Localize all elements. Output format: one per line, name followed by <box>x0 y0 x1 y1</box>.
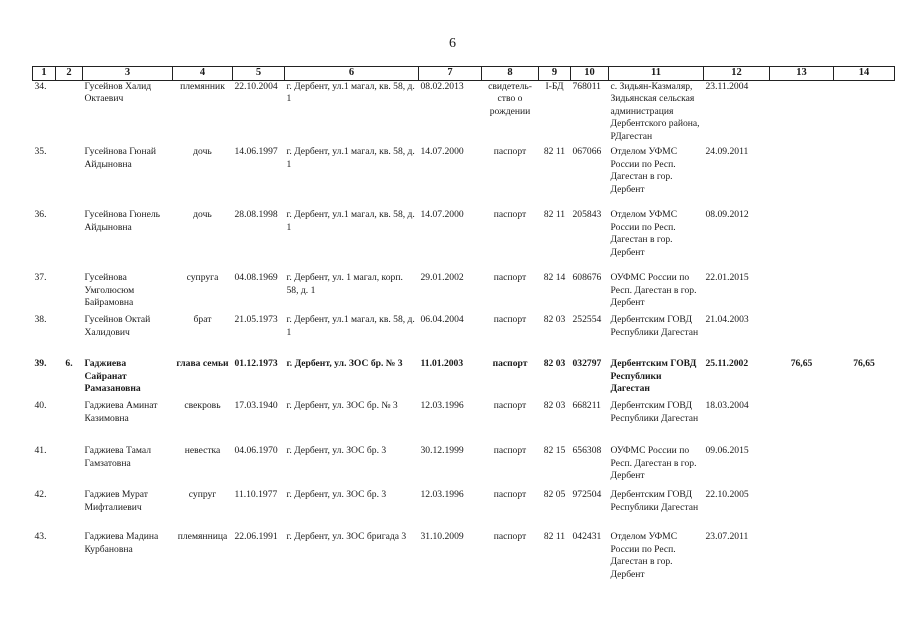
row-number: 36. <box>34 209 47 221</box>
document-type: паспорт <box>492 358 528 370</box>
table-row <box>33 272 895 314</box>
table-body <box>33 80 895 581</box>
relation: невестка <box>184 445 221 457</box>
relation: глава семьи <box>176 358 229 370</box>
birth-date: 01.12.1973 <box>234 358 278 370</box>
registration-date: 31.10.2009 <box>420 531 464 543</box>
address: г. Дербент, ул.1 магал, кв. 58, д. 1 <box>286 146 415 170</box>
column-header-7: 7 <box>419 67 482 81</box>
birth-date: 14.06.1997 <box>234 146 278 158</box>
document-number: 608676 <box>572 272 602 284</box>
table-row <box>33 489 895 531</box>
address: г. Дербент, ул. ЗОС бр. 3 <box>286 445 387 457</box>
family-number <box>56 531 83 581</box>
issued-by: с. Зидьян-Казмаляр, Зидьянская сельская администрация Дербентского района, РДагестан <box>610 80 700 142</box>
address: г. Дербент, ул. ЗОС бр. № 3 <box>286 400 398 412</box>
address: г. Дербент, ул.1 магал, кв. 58, д. 1 <box>286 314 415 338</box>
birth-date: 04.08.1969 <box>234 272 278 284</box>
family-number <box>56 445 83 489</box>
column-header-8: 8 <box>482 67 539 81</box>
column-header-13: 13 <box>770 67 834 81</box>
full-name: Гусейнова Гюнай Айдыновна <box>84 146 156 170</box>
table-row <box>33 146 895 209</box>
registration-date: 06.04.2004 <box>420 314 464 326</box>
birth-date: 11.10.1977 <box>234 489 278 501</box>
document-number: 668211 <box>572 400 601 412</box>
column-header-2: 2 <box>56 67 83 81</box>
document-type: паспорт <box>493 445 527 457</box>
issued-by: ОУФМС России по Респ. Дагестан в гор. Дербент <box>610 445 697 482</box>
registration-date: 08.02.2013 <box>420 80 464 92</box>
relation: племянница <box>177 531 228 543</box>
row-number: 38. <box>34 314 47 326</box>
relation: супруг <box>188 489 217 501</box>
document-type: паспорт <box>493 400 527 412</box>
column-14-value <box>834 80 895 146</box>
issue-date: 23.07.2011 <box>705 531 749 543</box>
table-row <box>33 445 895 489</box>
relation: дочь <box>193 209 212 221</box>
relation: племянник <box>180 80 225 92</box>
column-14-value: 76,65 <box>853 358 875 370</box>
column-14-value <box>834 400 895 445</box>
document-type: паспорт <box>493 146 527 158</box>
header-row <box>33 67 895 81</box>
column-header-12: 12 <box>704 67 770 81</box>
document-series: 82 14 <box>543 272 566 284</box>
column-13-value: 76,65 <box>790 358 813 370</box>
family-number <box>56 272 83 314</box>
issued-by: Отделом УФМС России по Респ. Дагестан в гор. Дербент <box>610 146 678 195</box>
table-row <box>33 209 895 272</box>
issue-date: 09.06.2015 <box>705 445 749 457</box>
family-number: 6. <box>65 358 73 370</box>
column-14-value <box>834 146 895 209</box>
issue-date: 08.09.2012 <box>705 209 749 221</box>
issued-by: ОУФМС России по Респ. Дагестан в гор. Дербент <box>610 272 697 309</box>
column-header-1: 1 <box>33 67 56 81</box>
full-name: Гаджиев Мурат Мифталиевич <box>84 489 148 513</box>
row-number: 42. <box>34 489 47 501</box>
address: г. Дербент, ул. ЗОС бригада 3 <box>286 531 407 543</box>
column-14-value <box>834 531 895 581</box>
column-13-value <box>770 445 834 489</box>
issue-date: 21.04.2003 <box>705 314 749 326</box>
birth-date: 22.10.2004 <box>234 80 278 92</box>
address: г. Дербент, ул. ЗОС бр. 3 <box>286 489 387 501</box>
column-header-10: 10 <box>571 67 609 81</box>
relation: дочь <box>193 146 212 158</box>
column-14-value <box>834 272 895 314</box>
row-number: 34. <box>34 80 47 92</box>
issued-by: Отделом УФМС России по Респ. Дагестан в гор. Дербент <box>610 209 678 258</box>
document-type: паспорт <box>493 489 527 501</box>
document-series: 82 15 <box>543 445 566 457</box>
document-series: 82 03 <box>543 400 566 412</box>
full-name: Гаджиева Сайранат Рамазановна <box>84 358 141 395</box>
document-series: 82 03 <box>543 358 566 370</box>
column-13-value <box>770 489 834 531</box>
document-series: 82 11 <box>543 531 566 543</box>
relation: свекровь <box>184 400 221 412</box>
document-number: 768011 <box>572 80 601 92</box>
column-13-value <box>770 531 834 581</box>
column-header-6: 6 <box>285 67 419 81</box>
column-14-value <box>834 314 895 358</box>
document-type: свидетель-ство о рождении <box>488 80 532 117</box>
birth-date: 22.06.1991 <box>234 531 278 543</box>
table-row <box>33 400 895 445</box>
birth-date: 21.05.1973 <box>234 314 278 326</box>
column-header-3: 3 <box>83 67 173 81</box>
document-series: 82 03 <box>543 314 566 326</box>
family-number <box>56 146 83 209</box>
document-series: 82 11 <box>543 209 566 221</box>
document-type: паспорт <box>493 531 527 543</box>
column-13-value <box>770 272 834 314</box>
registry-table <box>32 66 895 581</box>
column-header-5: 5 <box>233 67 285 81</box>
row-number: 39. <box>34 358 47 370</box>
document-series: 82 05 <box>543 489 566 501</box>
address: г. Дербент, ул. 1 магал, корп. 58, д. 1 <box>286 272 403 296</box>
full-name: Гусейнов Халид Октаевич <box>84 80 152 105</box>
full-name: Гаджиева Аминат Казимовна <box>84 400 158 424</box>
document-number: 032797 <box>572 358 602 370</box>
full-name: Гаджиева Мадина Курбановна <box>84 531 159 555</box>
column-13-value <box>770 209 834 272</box>
table-header <box>33 67 895 81</box>
column-13-value <box>770 400 834 445</box>
row-number: 41. <box>34 445 47 457</box>
registration-date: 29.01.2002 <box>420 272 464 284</box>
address: г. Дербент, ул. ЗОС бр. № 3 <box>286 358 403 370</box>
column-13-value <box>770 314 834 358</box>
family-number <box>56 80 83 146</box>
document-number: 067066 <box>572 146 602 158</box>
registration-date: 11.01.2003 <box>420 358 464 370</box>
table-row <box>33 531 895 581</box>
document-type: паспорт <box>493 272 527 284</box>
full-name: Гаджиева Тамал Гамзатовна <box>84 445 152 469</box>
column-header-9: 9 <box>539 67 571 81</box>
table-row <box>33 358 895 400</box>
full-name: Гусейнова Умголюсюм Байрамовна <box>84 272 135 309</box>
column-header-11: 11 <box>609 67 704 81</box>
document-number: 972504 <box>572 489 602 501</box>
issue-date: 25.11.2002 <box>705 358 749 370</box>
document-series: I-БД <box>545 80 564 92</box>
full-name: Гусейнова Гюнель Айдыновна <box>84 209 161 233</box>
address: г. Дербент, ул.1 магал, кв. 58, д. 1 <box>286 209 415 233</box>
issued-by: Отделом УФМС России по Респ. Дагестан в гор. Дербент <box>610 531 678 580</box>
column-header-4: 4 <box>173 67 233 81</box>
row-number: 40. <box>34 400 47 412</box>
document-number: 656308 <box>572 445 602 457</box>
column-14-value <box>834 209 895 272</box>
family-number <box>56 209 83 272</box>
column-13-value <box>770 80 834 146</box>
issued-by: Дербентским ГОВД Республики Дагестан <box>610 314 699 338</box>
full-name: Гусейнов Октай Халидович <box>84 314 151 338</box>
registration-date: 12.03.1996 <box>420 400 464 412</box>
family-number <box>56 400 83 445</box>
table-row <box>33 314 895 358</box>
document-series: 82 11 <box>543 146 566 158</box>
column-14-value <box>834 489 895 531</box>
issued-by: Дербентским ГОВД Республики Дагестан <box>610 489 699 513</box>
issued-by: Дербентским ГОВД Республики Дагестан <box>610 358 697 395</box>
issue-date: 18.03.2004 <box>705 400 749 412</box>
column-13-value <box>770 146 834 209</box>
issue-date: 24.09.2011 <box>705 146 749 158</box>
birth-date: 04.06.1970 <box>234 445 278 457</box>
registration-date: 30.12.1999 <box>420 445 464 457</box>
row-number: 35. <box>34 146 47 158</box>
issued-by: Дербентским ГОВД Республики Дагестан <box>610 400 699 424</box>
column-header-14: 14 <box>834 67 895 81</box>
table-row <box>33 80 895 146</box>
document-number: 042431 <box>572 531 602 543</box>
family-number <box>56 489 83 531</box>
address: г. Дербент, ул.1 магал, кв. 58, д. 1 <box>286 80 415 105</box>
birth-date: 28.08.1998 <box>234 209 278 221</box>
family-number <box>56 314 83 358</box>
registration-date: 14.07.2000 <box>420 146 464 158</box>
document-type: паспорт <box>493 314 527 326</box>
issue-date: 23.11.2004 <box>705 80 749 92</box>
relation: брат <box>193 314 212 326</box>
row-number: 37. <box>34 272 47 284</box>
row-number: 43. <box>34 531 47 543</box>
registration-date: 14.07.2000 <box>420 209 464 221</box>
issue-date: 22.01.2015 <box>705 272 749 284</box>
issue-date: 22.10.2005 <box>705 489 749 501</box>
column-14-value <box>834 445 895 489</box>
document-type: паспорт <box>493 209 527 221</box>
registration-date: 12.03.1996 <box>420 489 464 501</box>
page-number: 6 <box>449 36 456 51</box>
document-number: 252554 <box>572 314 602 326</box>
relation: супруга <box>186 272 219 284</box>
birth-date: 17.03.1940 <box>234 400 278 412</box>
document-number: 205843 <box>572 209 602 221</box>
